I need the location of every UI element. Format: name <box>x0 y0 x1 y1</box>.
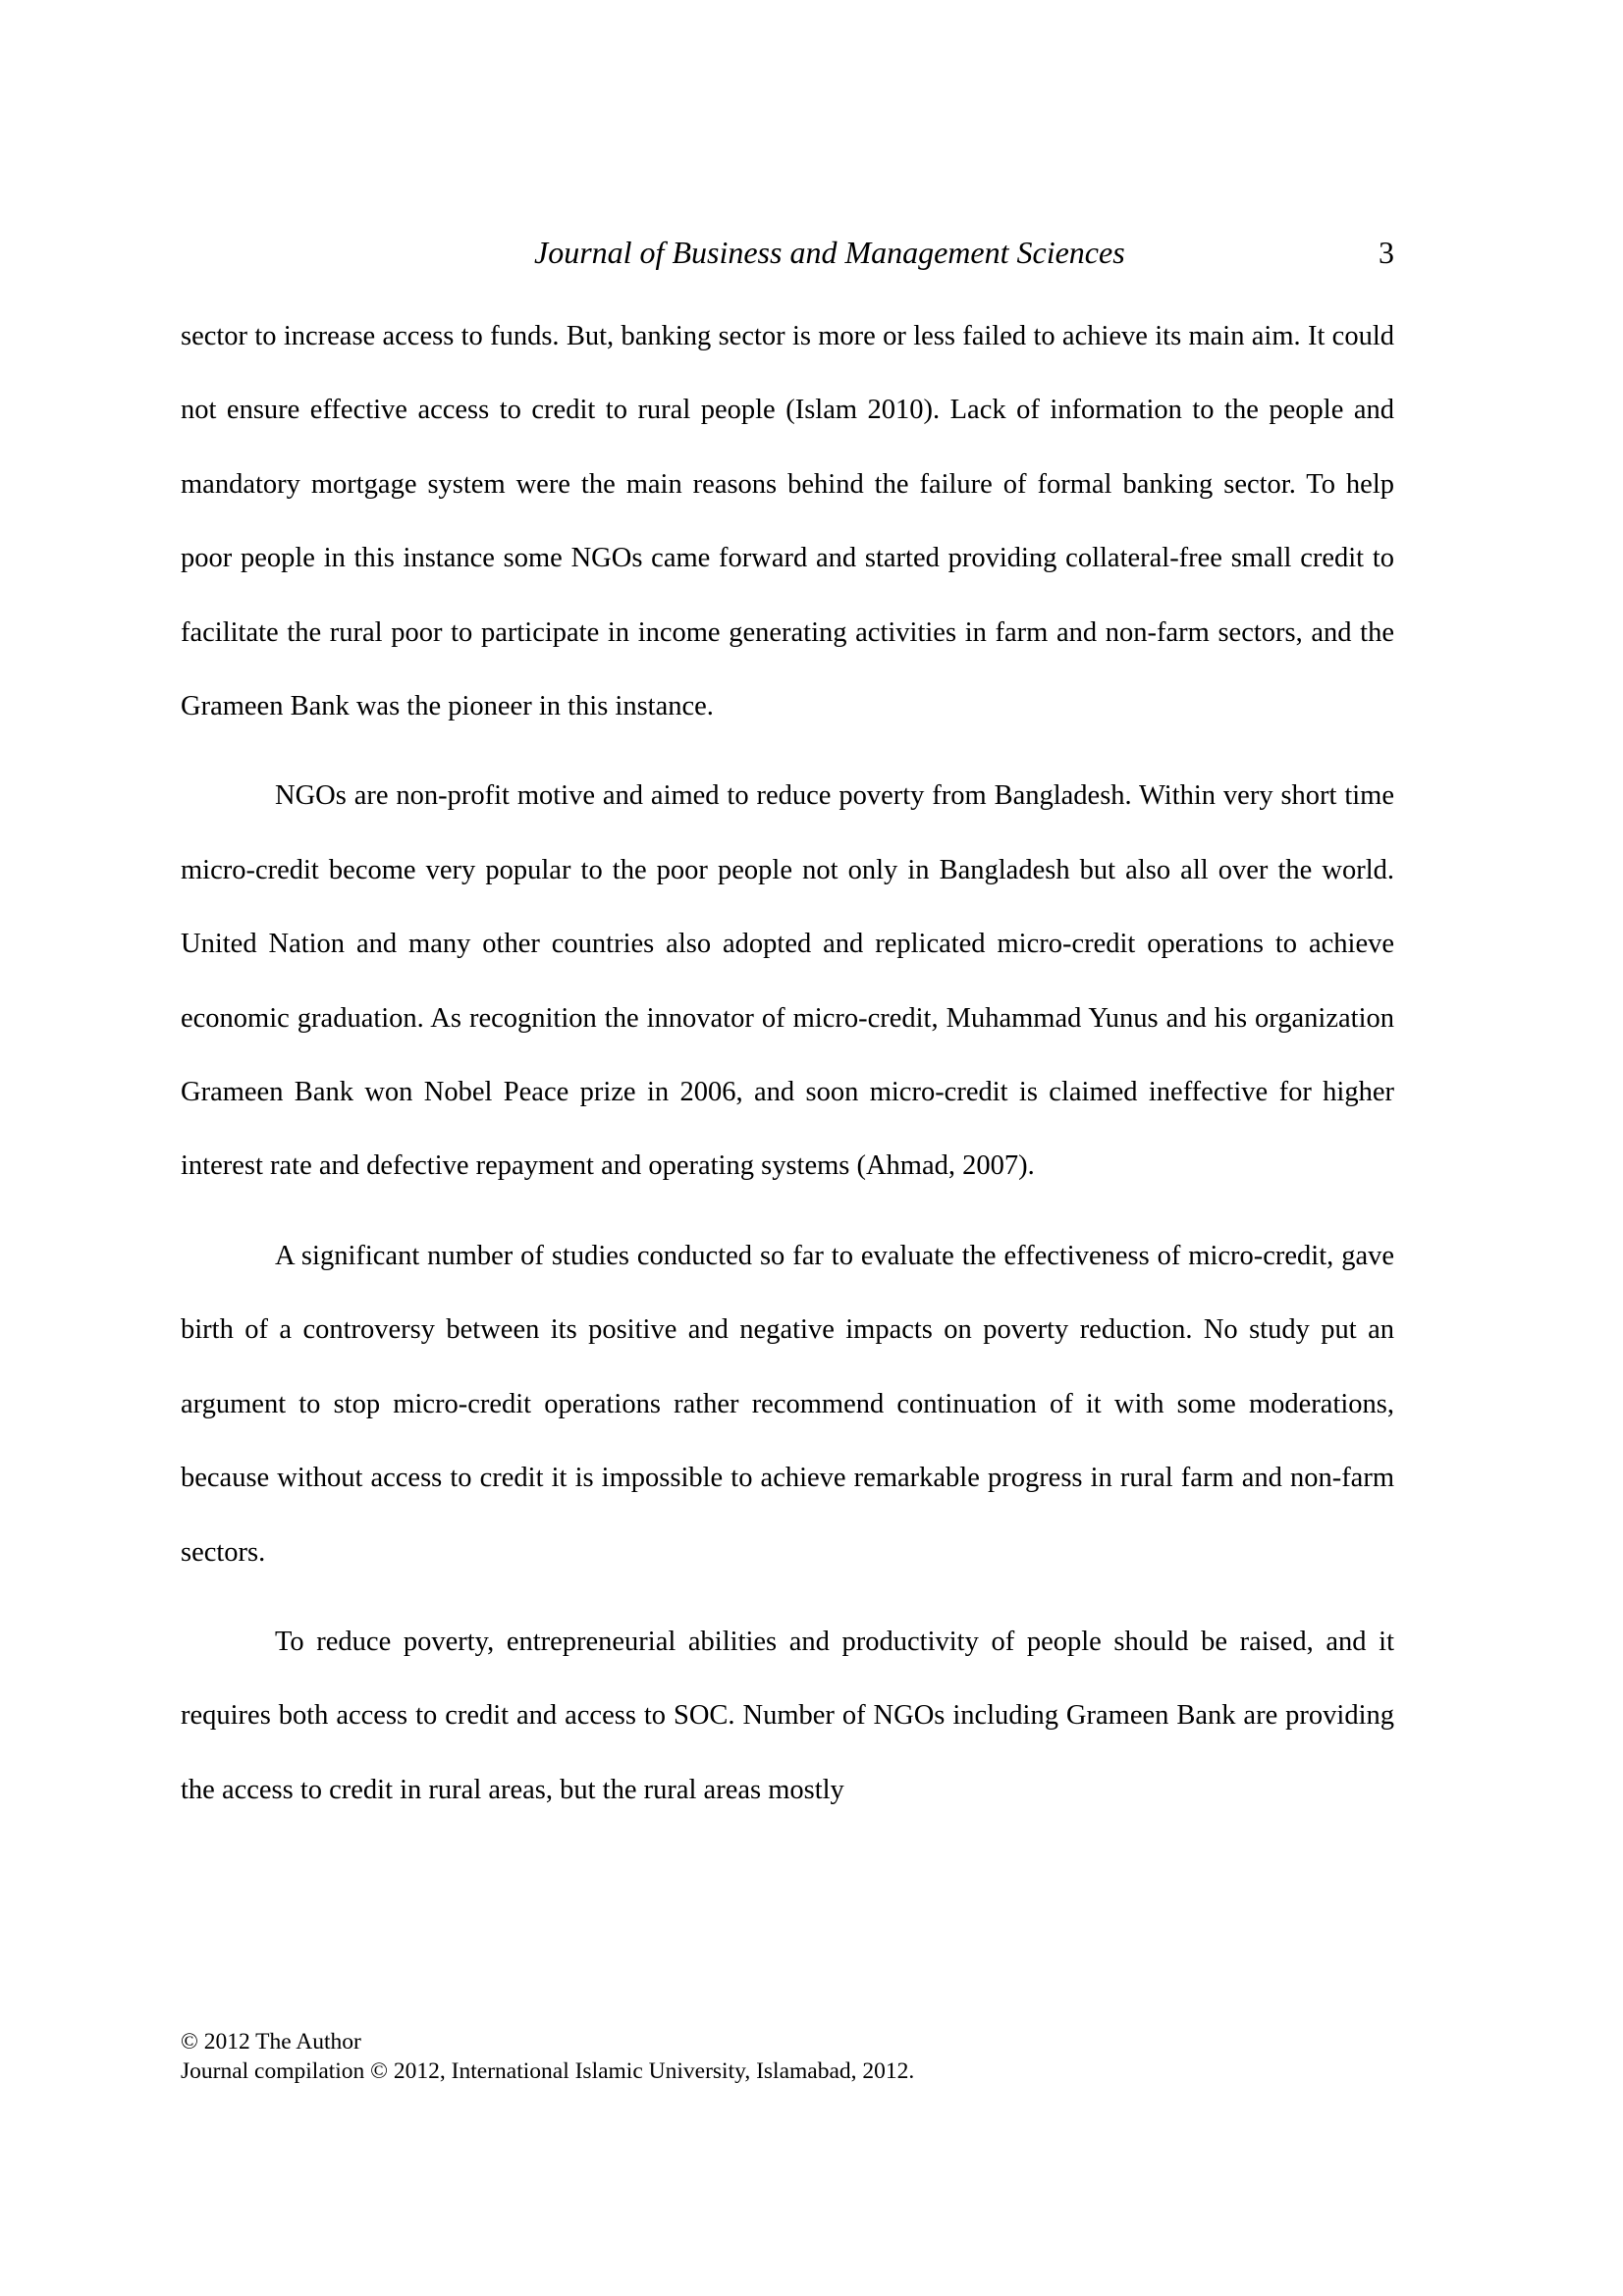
copyright-footer <box>181 2027 1394 2086</box>
paragraph-4: To reduce poverty, entrepreneurial abilities and productivity of people should be raised, and it requires both access to credit and access to SOC. Number of NGOs including Grameen Bank are providing the access to credit in rural areas, but the rural areas mostly <box>181 1626 1394 1805</box>
copyright-notice: © 2012 The Author <box>181 2029 361 2055</box>
journal-title: Journal of Business and Management Sciences <box>534 235 1125 270</box>
page-number: 3 <box>1379 235 1394 270</box>
paragraph-2: NGOs are non-profit motive and aimed to reduce poverty from Bangladesh. Within very short time micro-credit become very popular to the poor people not only in Bangladesh but also all over the world. United Nation and many other countries also adopted and replicated micro-credit operations to achieve economic graduation. As recognition the innovator of micro-credit, Muhammad Yunus and his organization Grameen Bank won Nobel Peace prize in 2006, and soon micro-credit is claimed ineffective for higher interest rate and defective repayment and operating systems (Ahmad, 2007). <box>181 780 1394 1182</box>
paragraph-1: sector to increase access to funds. But, banking sector is more or less failed to achieve its main aim. It could not ensure effective access to credit to rural people (Islam 2010). Lack of information to the people and mandatory mortgage system were the main reasons behind the failure of formal banking sector. To help poor people in this instance some NGOs came forward and started providing collateral-free small credit to facilitate the rural poor to participate in income generating activities in farm and non-farm sectors, and the Grameen Bank was the pioneer in this instance. <box>181 321 1394 722</box>
body-text <box>181 299 1394 1842</box>
paragraph-3: A significant number of studies conducted so far to evaluate the effectiveness of micro-credit, gave birth of a controversy between its positive and negative impacts on poverty reduction. No study put an argument to stop micro-credit operations rather recommend continuation of it with some moderations, because without access to credit it is impossible to achieve remarkable progress in rural farm and non-farm sectors. <box>181 1240 1394 1568</box>
running-header <box>181 228 1394 277</box>
journal-compilation-notice: Journal compilation © 2012, International Islamic University, Islamabad, 2012. <box>181 2058 915 2084</box>
